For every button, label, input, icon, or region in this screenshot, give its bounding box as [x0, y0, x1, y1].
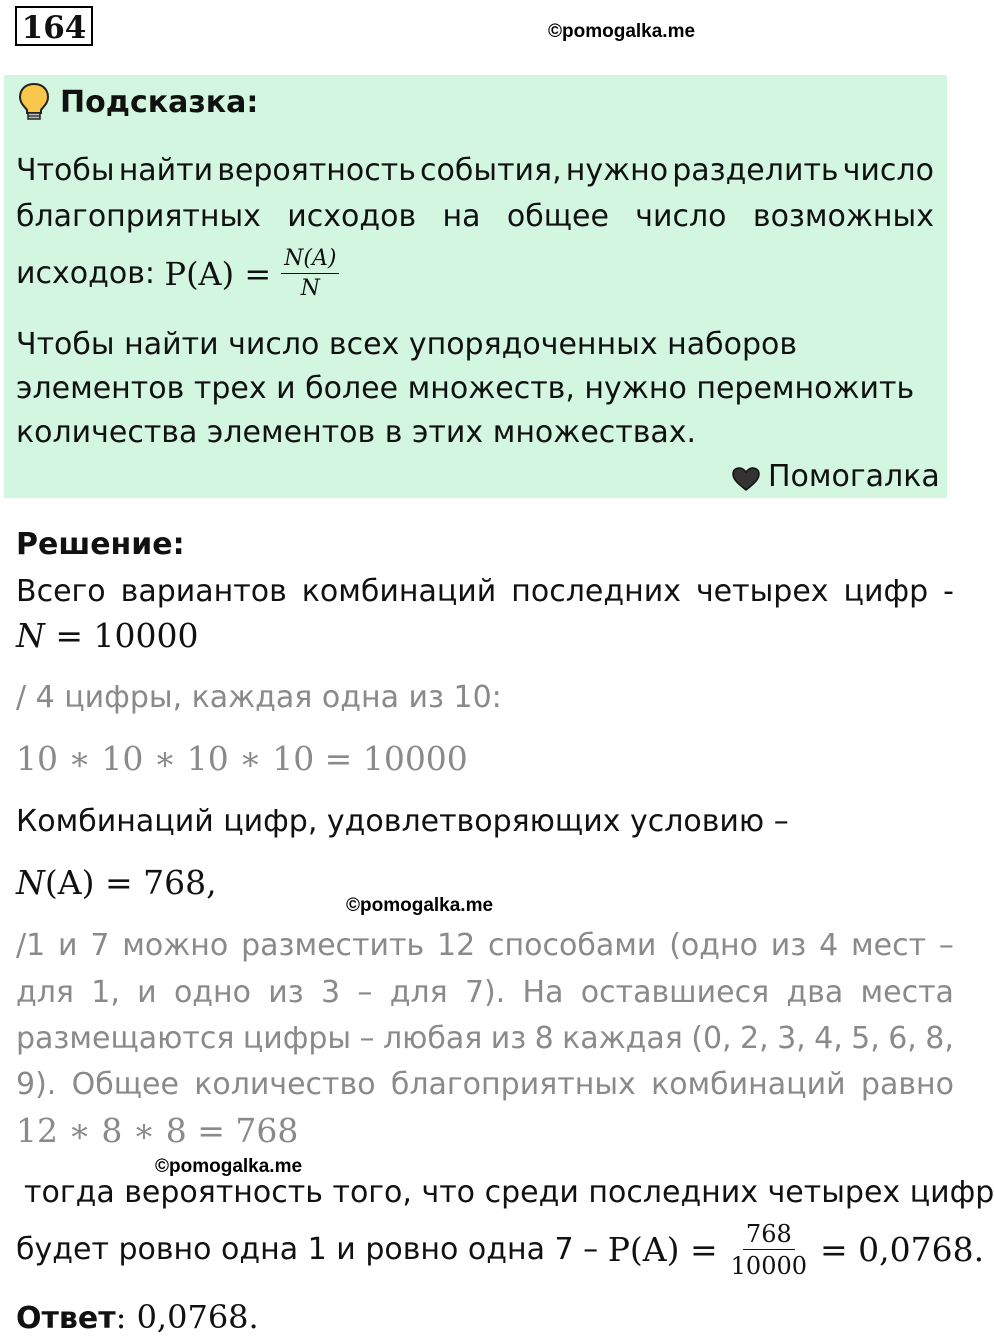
solution-title: Решение:: [16, 527, 185, 562]
word: размещаются: [16, 1021, 235, 1056]
word: цифры: [242, 1021, 352, 1056]
result-frac-numerator: 768: [743, 1222, 795, 1250]
hint-p2-line3: количества элементов в этих множествах.: [16, 415, 697, 450]
word: четырех: [695, 574, 829, 609]
word: места: [860, 975, 954, 1010]
word: количество: [194, 1067, 376, 1102]
word: разместить: [241, 928, 425, 963]
word: равно: [860, 1067, 954, 1102]
hint-formula-lhs: P(A) =: [164, 255, 272, 293]
word: для: [16, 975, 74, 1010]
result-frac-denominator: 10000: [730, 1252, 808, 1280]
word: способами: [488, 928, 657, 963]
word: из: [490, 1021, 527, 1056]
word: общее: [506, 199, 609, 234]
result-fraction: [728, 1222, 810, 1278]
word: 3,: [777, 1021, 806, 1056]
hint-p1-line3: [16, 248, 339, 300]
solution-line4: 10 ∗ 10 ∗ 10 ∗ 10 = 10000: [16, 739, 468, 778]
word: 7).: [464, 975, 506, 1010]
word: любая: [382, 1021, 483, 1056]
word: Общее: [71, 1067, 179, 1102]
word: нужно: [565, 153, 669, 188]
word: комбинаций: [651, 1067, 846, 1102]
word: комбинаций: [301, 574, 497, 609]
word: одно: [173, 975, 252, 1010]
word: (одно: [669, 928, 758, 963]
hint-p2-line2: элементов трех и более множеств, нужно перемножить: [16, 371, 915, 406]
conclusion-lhs: P(A) =: [607, 1230, 718, 1269]
gray-line2: [16, 971, 954, 1015]
word: 9).: [16, 1067, 57, 1102]
gray-line3: [16, 1017, 954, 1061]
gray-line4: [16, 1063, 954, 1107]
word: На: [522, 975, 564, 1010]
hint-frac-denominator: N: [300, 276, 320, 301]
word: –: [938, 928, 954, 963]
conclusion-line1: тогда вероятность того, что среди последних четырех цифр: [24, 1175, 994, 1210]
hint-p1-line1: [16, 149, 934, 193]
watermark-bottom: ©pomogalka.me: [155, 1156, 303, 1177]
word: и: [137, 975, 157, 1010]
hint-p1-prefix: исходов:: [16, 256, 165, 291]
n-value: = 10000: [44, 616, 199, 655]
word: 1,: [91, 975, 120, 1010]
answer-line: [16, 1295, 259, 1341]
hint-fraction: [281, 248, 339, 300]
word: вероятность: [217, 153, 416, 188]
solution-line5: Комбинаций цифр, удовлетворяющих условию –: [16, 804, 789, 839]
word: –: [359, 1021, 375, 1056]
answer-label: Ответ: [16, 1301, 116, 1336]
problem-number: 164: [15, 6, 93, 46]
var-n: N: [16, 616, 45, 655]
word: возможных: [752, 199, 934, 234]
word: исходов: [287, 199, 417, 234]
word: оставшиеся: [580, 975, 770, 1010]
solution-line2: [16, 614, 198, 658]
word: –: [357, 975, 373, 1010]
word: на: [442, 199, 481, 234]
watermark-middle: ©pomogalka.me: [346, 895, 494, 916]
conclusion-rhs: = 0,0768.: [820, 1230, 985, 1269]
answer-value: : 0,0768.: [115, 1298, 259, 1336]
word: каждая: [562, 1021, 683, 1056]
word: /1: [16, 928, 46, 963]
heart-icon: [731, 466, 761, 492]
word: для: [389, 975, 448, 1010]
word: вариантов: [120, 574, 287, 609]
hint-signature: Помогалка: [768, 459, 940, 494]
word: Всего: [16, 574, 106, 609]
word: 8,: [925, 1021, 954, 1056]
word: 6,: [888, 1021, 917, 1056]
word: 4,: [814, 1021, 843, 1056]
var-n-a: N: [16, 863, 45, 902]
word: -: [943, 574, 954, 609]
gray-line5: 12 ∗ 8 ∗ 8 = 768: [16, 1111, 299, 1150]
solution-line3: / 4 цифры, каждая одна из 10:: [16, 680, 502, 715]
word: 5,: [851, 1021, 880, 1056]
word: и: [58, 928, 78, 963]
word: цифр: [843, 574, 929, 609]
conclusion-line2: [16, 1222, 984, 1278]
solution-line6: [16, 861, 217, 905]
word: благоприятных: [390, 1067, 636, 1102]
word: найти: [118, 153, 214, 188]
lightbulb-icon: [18, 82, 50, 122]
word: из: [268, 975, 304, 1010]
word: 7: [90, 928, 110, 963]
word: 4: [819, 928, 839, 963]
solution-line1: [16, 570, 954, 614]
gray-line1: [16, 924, 954, 968]
n-a-value: (A) = 768,: [44, 863, 217, 902]
word: благоприятных: [16, 199, 261, 234]
hint-title: Подсказка:: [60, 85, 259, 120]
word: 8: [534, 1021, 554, 1056]
word: последних: [511, 574, 681, 609]
watermark-top: ©pomogalka.me: [548, 21, 696, 42]
word: число: [635, 199, 727, 234]
word: 3: [321, 975, 341, 1010]
word: 12: [437, 928, 476, 963]
word: Чтобы: [16, 153, 115, 188]
word: (0,: [691, 1021, 732, 1056]
word: число: [842, 153, 934, 188]
word: разделить: [672, 153, 839, 188]
word: мест: [851, 928, 927, 963]
word: 2,: [740, 1021, 769, 1056]
word: можно: [122, 928, 229, 963]
hint-frac-numerator: N(A): [281, 248, 339, 274]
conclusion-prefix: будет ровно одна 1 и ровно одна 7 –: [16, 1232, 608, 1267]
word: события,: [420, 153, 562, 188]
hint-p2-line1: Чтобы найти число всех упорядоченных наборов: [16, 327, 798, 362]
word: два: [786, 975, 844, 1010]
hint-p1-line2: [16, 195, 934, 239]
word: из: [770, 928, 807, 963]
